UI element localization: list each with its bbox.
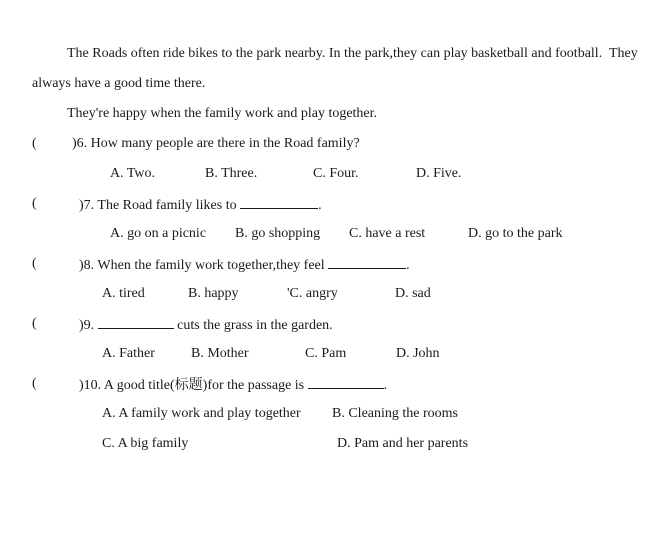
q7-option-a: A. go on a picnic — [110, 226, 207, 241]
q6-option-d: D. Five. — [416, 166, 462, 181]
q10-blank — [308, 376, 384, 389]
q7-option-d: D. go to the park — [468, 226, 563, 241]
q6-answer-paren: ( — [32, 136, 37, 151]
q9-stem-line — [79, 316, 333, 334]
q6-option-b: B. Three. — [205, 166, 258, 181]
q10-option-d: D. Pam and her parents — [337, 436, 469, 451]
q6-stem: )6. How many people are there in the Road family? — [72, 136, 360, 151]
q8-answer-paren: ( — [32, 256, 37, 271]
q8-option-d: D. sad — [395, 286, 431, 301]
q9-option-c: C. Pam — [305, 346, 347, 361]
q9-answer-paren: ( — [32, 316, 37, 331]
q9-option-a: A. Father — [102, 346, 155, 361]
q6-option-a: A. Two. — [110, 166, 156, 181]
q9-stem-rest: cuts the grass in the garden. — [177, 318, 333, 333]
passage-line-3: They're happy when the family work and play together. — [67, 106, 378, 121]
q9-option-b: B. Mother — [191, 346, 249, 361]
q10-option-b: B. Cleaning the rooms — [332, 406, 458, 421]
q8-option-c: 'C. angry — [287, 286, 338, 301]
q10-stem: )10. A good title(标题)for the passage is — [79, 378, 305, 393]
q8-option-a: A. tired — [102, 286, 145, 301]
q10-stem-line — [79, 376, 387, 394]
q8-stem: )8. When the family work together,they feel — [79, 258, 325, 273]
q10-stem-end: . — [383, 378, 388, 393]
q10-option-a: A. A family work and play together — [102, 406, 301, 421]
q7-option-b: B. go shopping — [235, 226, 321, 241]
q8-blank — [328, 256, 406, 269]
q8-option-b: B. happy — [188, 286, 239, 301]
q7-blank — [240, 196, 318, 209]
q6-option-c: C. Four. — [313, 166, 359, 181]
q8-stem-end: . — [406, 258, 410, 273]
q10-option-c: C. A big family — [102, 436, 189, 451]
passage-line-2: always have a good time there. — [32, 76, 206, 91]
q7-stem-end: . — [318, 198, 322, 213]
q7-stem-line — [79, 196, 322, 214]
q7-answer-paren: ( — [32, 196, 37, 211]
q8-stem-line — [79, 256, 410, 274]
q10-answer-paren: ( — [32, 376, 37, 391]
q9-stem: )9. — [79, 318, 95, 333]
q9-option-d: D. John — [396, 346, 440, 361]
q7-stem: )7. The Road family likes to — [79, 198, 237, 213]
q9-blank — [98, 316, 174, 329]
passage-line-1: The Roads often ride bikes to the park nearby. In the park,they can play basketball and football. They — [67, 46, 638, 61]
q7-option-c: C. have a rest — [349, 226, 426, 241]
